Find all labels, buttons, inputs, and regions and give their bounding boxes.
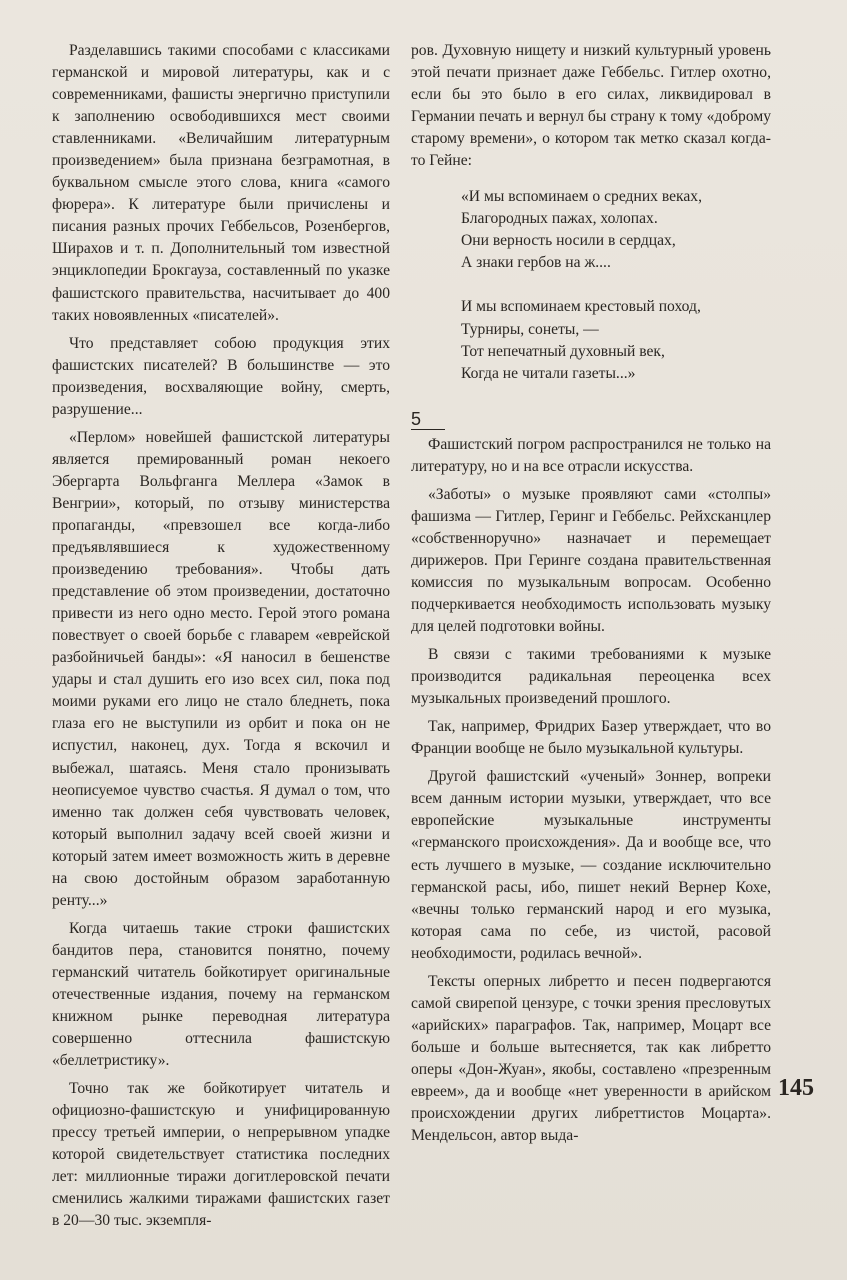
paragraph: Так, например, Фридрих Базер утверждает, что во Франции вообще не было музыкальной культуры. [411, 718, 771, 758]
page-number: 145 [778, 1075, 814, 1101]
right-column [411, 40, 771, 1147]
section-number: 5 [411, 409, 445, 430]
paragraph: В связи с такими требованиями к музыке производится радикальная переоценка всех музыкальных произведений прошлого. [411, 646, 771, 708]
poem-line: Когда не читали газеты...» [461, 364, 636, 382]
poem-line: Благородных пажах, холопах. [461, 210, 658, 228]
poem-quote [461, 186, 771, 384]
poem-line: «И мы вспоминаем о средних веках, [461, 188, 703, 206]
paragraph: Тексты оперных либретто и песен подвергаются самой свирепой цензуре, с точки зрения пресловутых «арийских» параграфов. Так, например, Моцарт все больше и больше вытесняется, так как либретто оперы «Дон-Жуан», якобы, составлено «презренным евреем», да и вообще «нет уверенности в арийском происхождении других либреттистов Моцарта». Мендельсон, автор выда- [411, 972, 771, 1145]
poem-line: И мы вспоминаем крестовый поход, [461, 298, 701, 316]
paragraph: Другой фашистский «ученый» Зоннер, вопреки всем данным истории музыки, утверждает, что все европейские музыкальные инструменты «германского происхождения». Да и вообще все, что есть лучшего в музыке, — создание исключительно германской расы, ибо, пишет некий Вернер Кохе, «вечны только германский народ и его музыка, которая сама по себе, из чистой, расовой необходимости, родилась вечной». [411, 768, 771, 962]
paragraph: ров. Духовную нищету и низкий культурный уровень этой печати признает даже Геббельс. Гитлер охотно, если бы это было в его силах, ликвидировал в Германии печать и вернул бы страну к тому «доброму старому времени», о котором так метко сказал когда-то Гейне: [411, 42, 771, 170]
paragraph: «Заботы» о музыке проявляют сами «столпы» фашизма — Гитлер, Геринг и Геббельс. Рейхсканцлер «собственноручно» назначает и перемещает дирижеров. При Геринге создана правительственная комиссия по музыкальным вопросам. Особенно подчеркивается необходимость использовать музыку для целей подготовки войны. [411, 485, 771, 636]
poem-line: Они верность носили в сердцах, [461, 232, 676, 250]
paragraph: Точно так же бойкотирует читатель и официозно-фашистскую и унифицированную прессу третьей империи, о непрерывном упадке которой свидетельствует статистика последних лет: миллионные тиражи догитлеровской печати сменились жалкими тиражами фашистских газет в 20—30 тыс. экземпля- [52, 1080, 390, 1230]
paragraph: Фашистский погром распространился не только на литературу, но и на все отрасли искусства. [411, 435, 771, 475]
poem-line: Тот непечатный духовный век, [461, 342, 665, 360]
left-column [52, 40, 390, 1232]
paragraph: «Перлом» новейшей фашистской литературы является премированный роман некоего Эбергарта Вольфганга Меллера «Замок в Венгрии», который, по отзыву министерства пропаганды, «превзошел все когда-либо предъявлявшиеся к художественному произведению требования». Чтобы дать представление об этом произведении, достаточно привести из него одно место. Герой этого романа повествует о своей борьбе с главарем «еврейской разбойничьей банды»: «Я наносил в бешенстве удары и стал душить его изо всех сил, пока под моими руками его лицо не стало бледнеть, пока глаза его не выступили из орбит и пока он не испустил, наконец, дух. Тогда я вскочил и выбежал, шатаясь. Меня стало пронизывать неописуемое чувство счастья. Я думал о том, что именно так должен себя чувствовать человек, который выполнил задачу всей своей жизни и который затем имеет возможность жить в деревне на свою достойным образом заработанную ренту...» [52, 428, 390, 909]
poem-line: Турниры, сонеты, — [461, 320, 599, 338]
paragraph: Разделавшись такими способами с классиками германской и мировой литературы, как и с современниками, фашисты энергично приступили к заполнению освободившихся мест своими ставленниками. «Величайшим литературным произведением» была признана безграмотная, в буквальном смысле этого слова, книга «самого фюрера». К литературе были причислены и писания разных прочих Геббельсов, Розенбергов, Ширахов и т. п. Дополнительный том известной энциклопедии Брокгауза, составленный по указке фашистского правительства, насчитывает до 400 таких новоявленных «писателей». [52, 42, 390, 324]
poem-line: А знаки гербов на ж.... [461, 254, 611, 272]
paragraph: Когда читаешь такие строки фашистских бандитов пера, становится понятно, почему германский читатель бойкотирует оригинальные отечественные издания, почему на германском книжном рынке переводная литература совершенно оттеснила фашистскую «беллетристику». [52, 919, 390, 1070]
paragraph: Что представляет собою продукция этих фашистских писателей? В большинстве — это произведения, восхваляющие войну, смерть, разрушение... [52, 334, 390, 418]
